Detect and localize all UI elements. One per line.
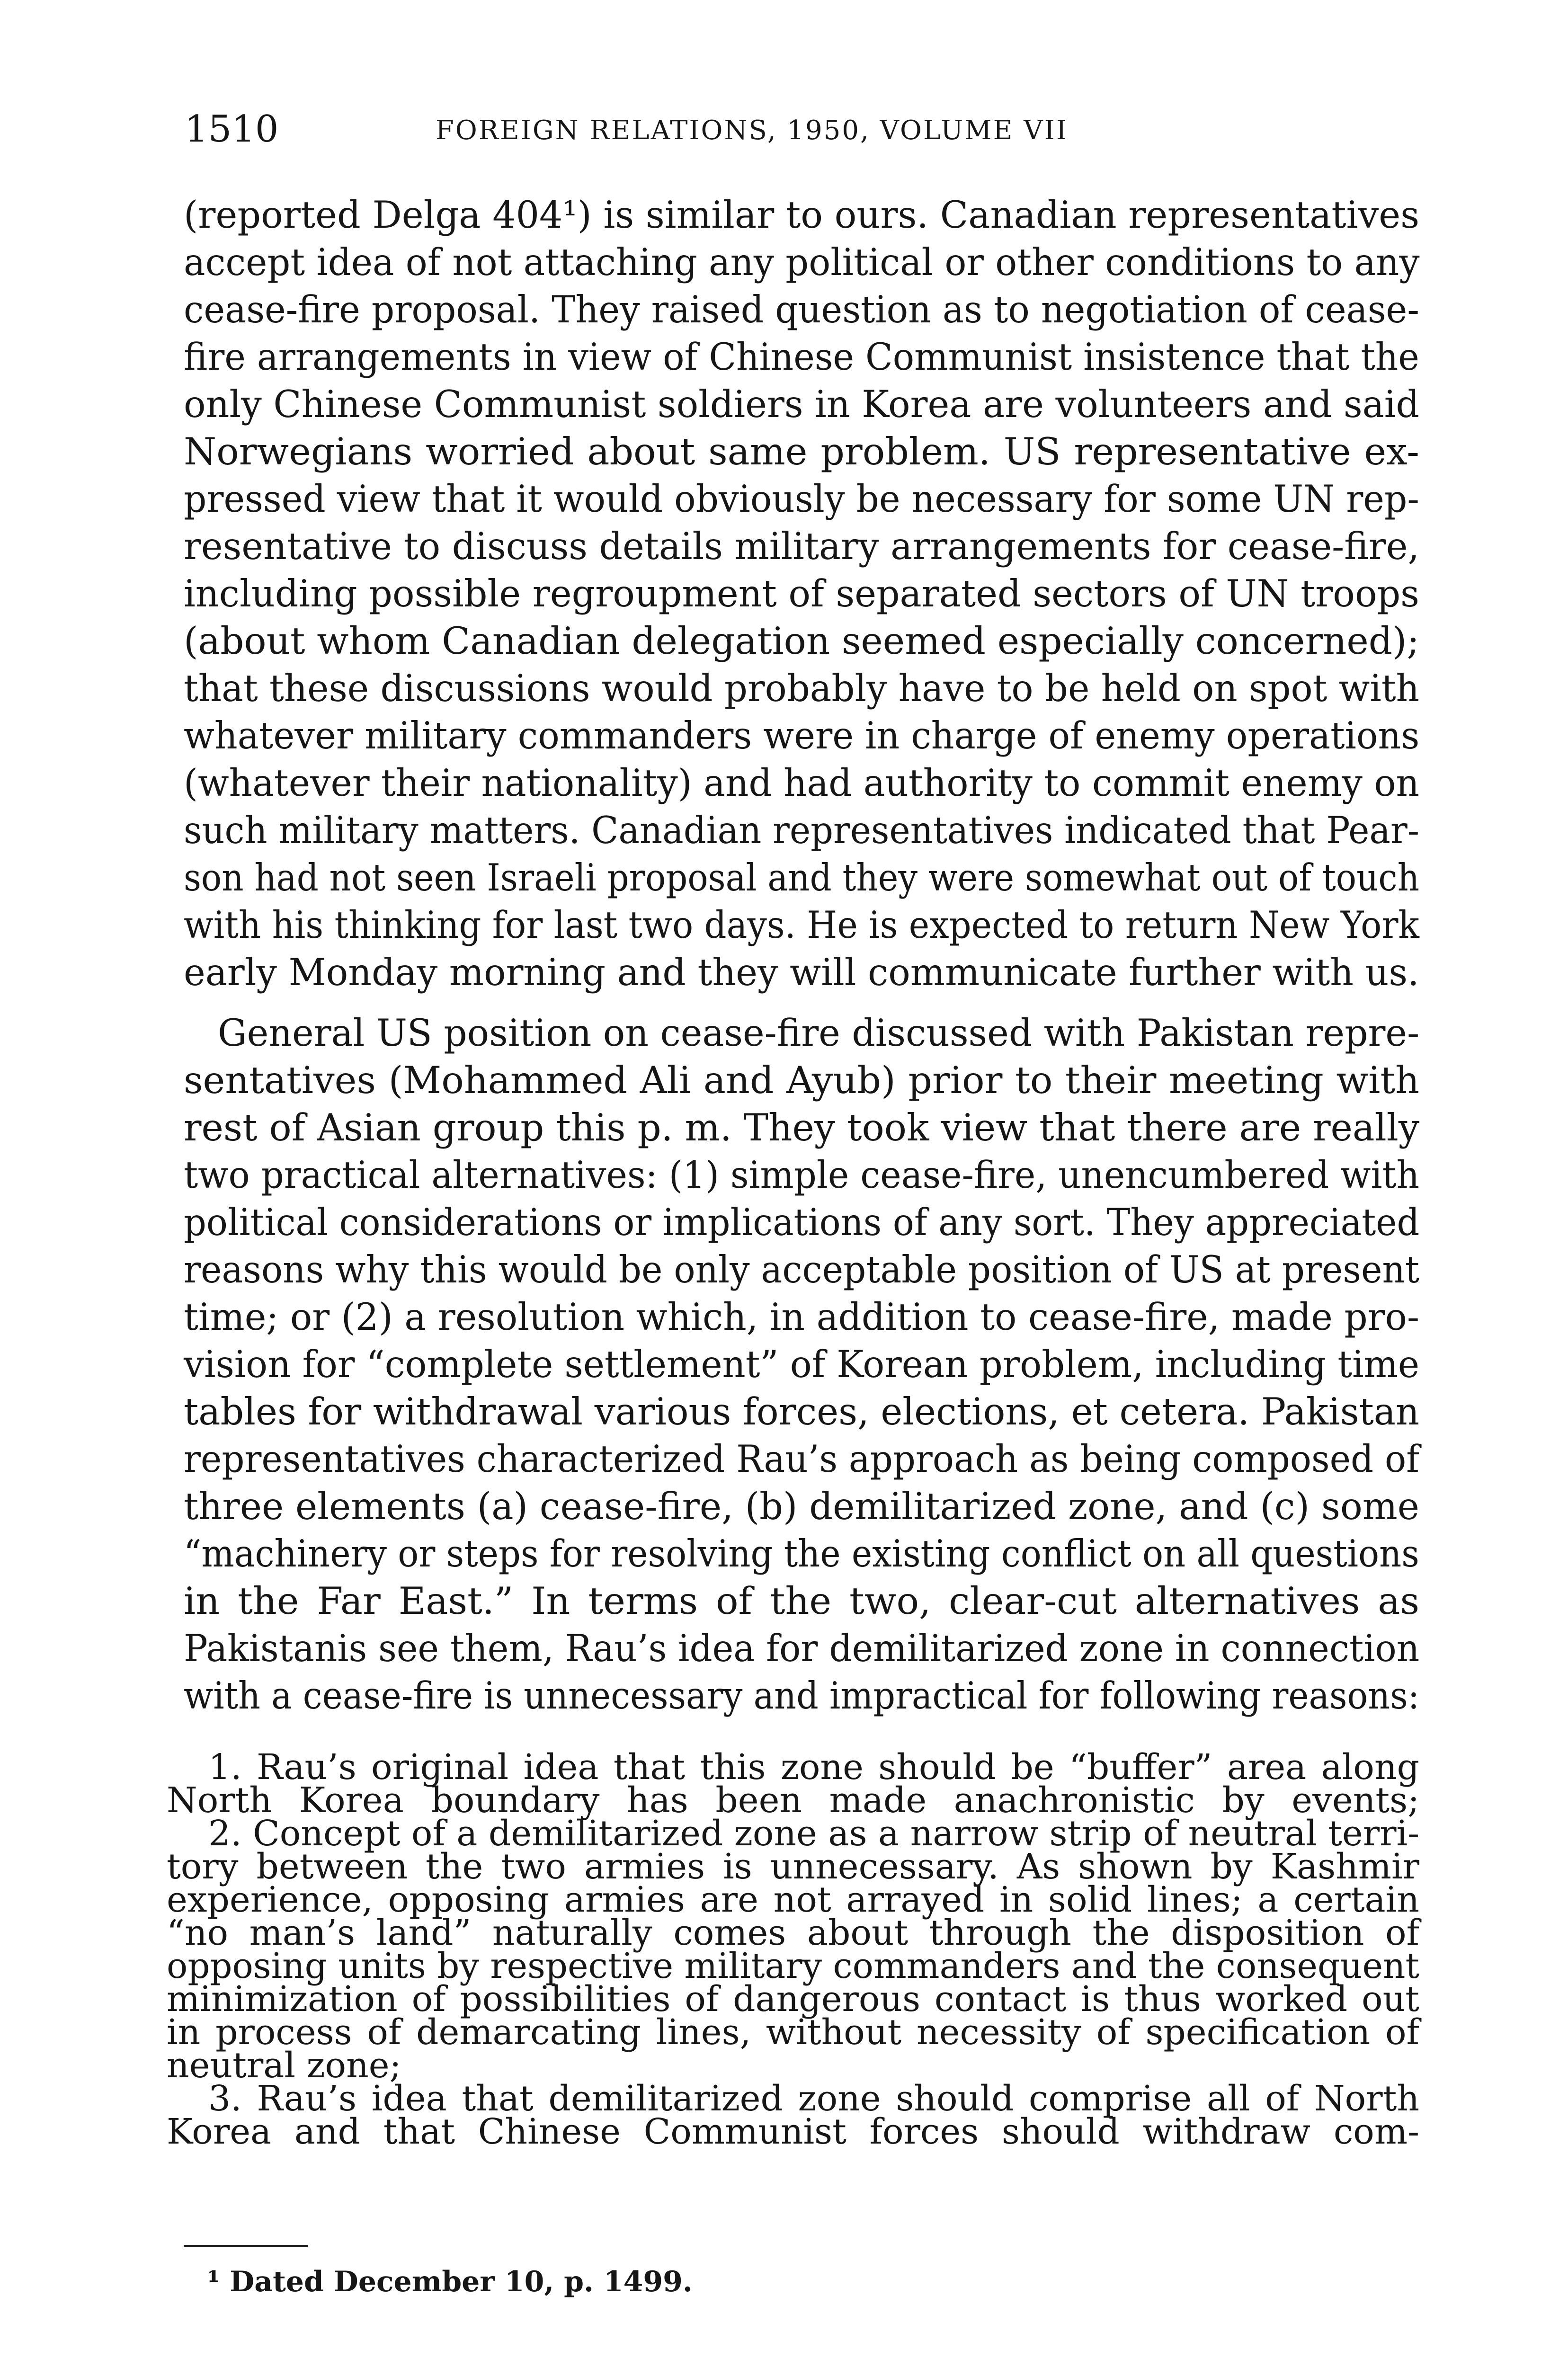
text-line: pressed view that it would obviously be necessary for some UN rep- <box>184 477 1419 521</box>
text-line: with his thinking for last two days. He is expected to return New York <box>184 903 1419 947</box>
list-line: 1. Rau’s original idea that this zone should be “buffer” area along <box>208 1747 1419 1788</box>
page-number: 1510 <box>185 108 279 151</box>
text-line: whatever military commanders were in charge of enemy operations <box>184 714 1420 757</box>
list-line: experience, opposing armies are not arrayed in solid lines; a certain <box>167 1879 1419 1920</box>
page-header <box>185 108 1416 151</box>
list-line: 3. Rau’s idea that demilitarized zone should comprise all of North <box>208 2078 1419 2119</box>
list-line: opposing units by respective military commanders and the consequent <box>167 1946 1420 1986</box>
text-line: (reported Delga 404¹) is similar to ours. Canadian representatives <box>184 193 1420 237</box>
text-line: such military matters. Canadian representatives indicated that Pear- <box>184 809 1420 852</box>
text-line: reasons why this would be only acceptable position of US at present <box>184 1248 1420 1291</box>
text-line: resentative to discuss details military arrangements for cease-fire, <box>184 525 1420 568</box>
text-line: that these discussions would probably have to be held on spot with <box>184 667 1420 710</box>
running-head: FOREIGN RELATIONS, 1950, VOLUME VII <box>436 115 1068 146</box>
text-line: including possible regroupment of separated sectors of UN troops <box>184 572 1419 615</box>
text-line: three elements (a) cease-fire, (b) demilitarized zone, and (c) some <box>184 1485 1419 1528</box>
text-line: representatives characterized Rau’s approach as being composed of <box>184 1437 1420 1481</box>
list-line: minimization of possibilities of dangerous contact is thus worked out <box>167 1979 1419 2020</box>
text-line: “machinery or steps for resolving the existing conflict on all questions <box>184 1532 1419 1575</box>
footnote-rule <box>184 2245 308 2247</box>
text-line: with a cease-fire is unnecessary and impractical for following reasons: <box>184 1674 1420 1717</box>
footnote: ¹ Dated December 10, p. 1499. <box>207 2265 693 2298</box>
text-line: only Chinese Communist soldiers in Korea are volunteers and said <box>184 383 1420 426</box>
text-line: two practical alternatives: (1) simple cease-fire, unencumbered with <box>184 1153 1420 1197</box>
list-line: “no man’s land” naturally comes about through the disposition of <box>167 1913 1419 1953</box>
list-line: neutral zone; <box>167 2045 401 2086</box>
text-line: early Monday morning and they will communicate further with us. <box>184 951 1419 994</box>
text-line: accept idea of not attaching any political or other conditions to any <box>184 240 1420 284</box>
text-line: (whatever their nationality) and had authority to commit enemy on <box>184 761 1419 805</box>
list-line: 2. Concept of a demilitarized zone as a narrow strip of neutral terri- <box>208 1813 1420 1854</box>
text-line: tables for withdrawal various forces, elections, et cetera. Pakistan <box>184 1390 1420 1433</box>
text-line: time; or (2) a resolution which, in addition to cease-fire, made pro- <box>184 1295 1419 1339</box>
text-line: General US position on cease-fire discussed with Pakistan repre- <box>218 1011 1420 1055</box>
text-line: political considerations or implications of any sort. They appreciated <box>184 1201 1420 1244</box>
text-line: Norwegians worried about same problem. US representative ex- <box>184 430 1419 473</box>
text-line: fire arrangements in view of Chinese Communist insistence that the <box>184 335 1419 379</box>
text-line: cease-fire proposal. They raised question as to negotiation of cease- <box>184 288 1419 331</box>
list-line: tory between the two armies is unnecessary. As shown by Kashmir <box>167 1846 1419 1887</box>
text-line: vision for “complete settlement” of Korean problem, including time <box>184 1343 1420 1386</box>
text-line: in the Far East.” In terms of the two, clear-cut alternatives as <box>184 1579 1419 1623</box>
list-line: North Korea boundary has been made anachronistic by events; <box>167 1780 1419 1821</box>
list-line: Korea and that Chinese Communist forces should withdraw com- <box>167 2111 1419 2152</box>
text-line: Pakistanis see them, Rau’s idea for demilitarized zone in connection <box>184 1627 1420 1670</box>
text-line: (about whom Canadian delegation seemed especially concerned); <box>184 619 1419 663</box>
list-line: in process of demarcating lines, without necessity of specification of <box>167 2012 1419 2053</box>
text-line: son had not seen Israeli proposal and they were somewhat out of touch <box>184 856 1420 899</box>
text-line: rest of Asian group this p. m. They took view that there are really <box>184 1106 1420 1149</box>
text-line: sentatives (Mohammed Ali and Ayub) prior to their meeting with <box>184 1059 1419 1102</box>
